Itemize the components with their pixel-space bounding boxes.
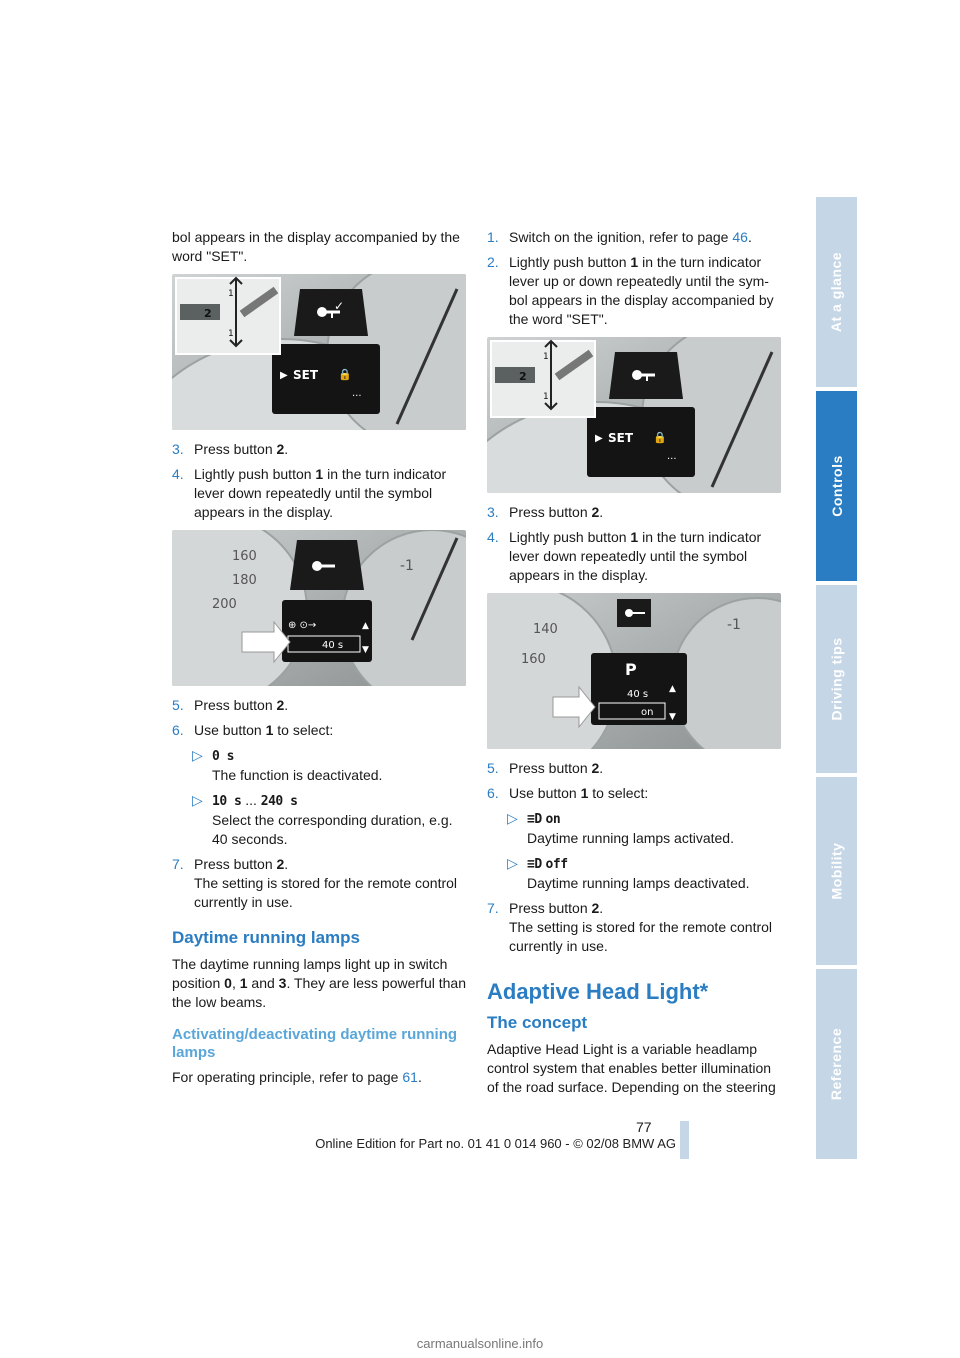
watermark: carmanualsonline.info xyxy=(416,1336,544,1351)
svg-text:▶: ▶ xyxy=(595,433,603,444)
right-column xyxy=(487,228,783,1103)
svg-text:🔒: 🔒 xyxy=(338,368,352,381)
operating-principle: For operating principle, refer to page 61. xyxy=(172,1069,422,1085)
heading-the-concept: The concept xyxy=(487,1013,588,1032)
svg-text:▶: ▶ xyxy=(280,370,288,381)
duration-label: 40 s xyxy=(322,640,344,651)
tab-at-a-glance[interactable]: At a glance xyxy=(816,197,857,387)
left-step-4: 4. Lightly push button 1 in the turn indicator lever down repeatedly until the symbol appears in the display. xyxy=(172,466,447,520)
daytime-lamp-icon: ≡D xyxy=(527,857,542,872)
figure-daytime-display xyxy=(487,593,781,749)
tab-mobility[interactable]: Mobility xyxy=(816,777,857,965)
right-step-3: 3. Press button 2. xyxy=(487,504,604,520)
figure-set-display xyxy=(172,274,466,430)
figure-duration-display xyxy=(172,530,466,686)
right-step-7: 7. Press button 2. The setting is stored for the remote control currently in use. xyxy=(487,900,773,954)
svg-text:▲: ▲ xyxy=(669,684,676,694)
svg-text:P: P xyxy=(625,660,637,679)
svg-text:40 s: 40 s xyxy=(627,689,649,700)
svg-text:-1: -1 xyxy=(400,558,414,574)
page-link-46[interactable]: 46 xyxy=(732,229,748,245)
svg-text:-1: -1 xyxy=(727,617,741,633)
tab-reference[interactable]: Reference xyxy=(816,969,857,1159)
tab-controls[interactable]: Controls xyxy=(816,391,857,581)
svg-text:180: 180 xyxy=(232,573,257,588)
left-step-5: 5. Press button 2. xyxy=(172,697,289,713)
svg-text:200: 200 xyxy=(212,597,237,612)
left-intro: bol appears in the display accompanied by the word "SET". xyxy=(172,229,460,264)
right-step-2: 2. Lightly push button 1 in the turn indicator lever up or down repeatedly until the sym-bol appears in the display accompanied by the word "SET". xyxy=(487,254,774,327)
svg-text:1: 1 xyxy=(543,392,549,402)
svg-text:2: 2 xyxy=(519,370,527,383)
footer-text: Online Edition for Part no. 01 41 0 014 960 - © 02/08 BMW AG xyxy=(315,1136,676,1151)
left-step-7: 7. Press button 2. The setting is stored for the remote control currently in use. xyxy=(172,856,458,910)
right-step-6: 6. Use button 1 to select: xyxy=(487,785,649,801)
footer-bar xyxy=(680,1121,689,1159)
concept-paragraph: Adaptive Head Light is a variable headlamp control system that enables better illumination of the road surface. Depending on the steering xyxy=(487,1041,776,1095)
figure-set-display-2 xyxy=(487,337,781,493)
left-option-2: ▷ 10 s ... 240 s Select the corresponding duration, e.g. 40 seconds. xyxy=(192,792,453,847)
page-number: 77 xyxy=(636,1119,652,1135)
svg-text:...: ... xyxy=(352,388,362,399)
svg-text:1: 1 xyxy=(543,352,549,362)
right-step-1: 1. Switch on the ignition, refer to page 46. xyxy=(487,229,752,245)
daytime-paragraph: The daytime running lamps light up in switch position 0, 1 and 3. They are less powerful than the low beams. xyxy=(172,956,466,1010)
left-step-3: 3. Press button 2. xyxy=(172,441,289,457)
left-column xyxy=(172,228,468,1093)
svg-text:SET: SET xyxy=(608,431,634,445)
svg-text:160: 160 xyxy=(521,652,546,667)
svg-text:1: 1 xyxy=(228,289,234,299)
heading-adaptive-head-light: Adaptive Head Light* xyxy=(487,979,709,1004)
left-step-6: 6. Use button 1 to select: xyxy=(172,722,334,738)
right-option-on: ▷ ≡D on Daytime running lamps activated. xyxy=(507,810,734,846)
deactivated-glyph: 0 s xyxy=(212,749,234,764)
heading-activating-daytime: Activating/deactivating daytime running lamps xyxy=(172,1026,458,1061)
left-option-1: ▷ 0 s The function is deactivated. xyxy=(192,747,383,783)
svg-text:✓: ✓ xyxy=(334,299,345,313)
svg-text:▼: ▼ xyxy=(362,645,369,655)
svg-text:▲: ▲ xyxy=(362,621,369,631)
svg-text:⊕ ⊙→: ⊕ ⊙→ xyxy=(288,620,317,631)
svg-text:...: ... xyxy=(667,451,677,462)
svg-text:▼: ▼ xyxy=(669,712,676,722)
heading-daytime-running-lamps: Daytime running lamps xyxy=(172,928,360,947)
right-step-5: 5. Press button 2. xyxy=(487,760,604,776)
svg-text:🔒: 🔒 xyxy=(653,431,667,444)
on-label: on xyxy=(641,707,654,718)
right-step-4: 4. Lightly push button 1 in the turn indicator lever down repeatedly until the symbol appears in the display. xyxy=(487,529,762,583)
page-link-61[interactable]: 61 xyxy=(402,1069,418,1085)
svg-text:160: 160 xyxy=(232,549,257,564)
svg-text:1: 1 xyxy=(228,329,234,339)
set-label: SET xyxy=(293,368,319,382)
daytime-lamp-icon: ≡D xyxy=(527,812,542,827)
tab-driving-tips[interactable]: Driving tips xyxy=(816,585,857,773)
svg-text:140: 140 xyxy=(533,622,558,637)
svg-text:2: 2 xyxy=(204,307,212,320)
right-option-off: ▷ ≡D off Daytime running lamps deactivated. xyxy=(507,855,750,891)
